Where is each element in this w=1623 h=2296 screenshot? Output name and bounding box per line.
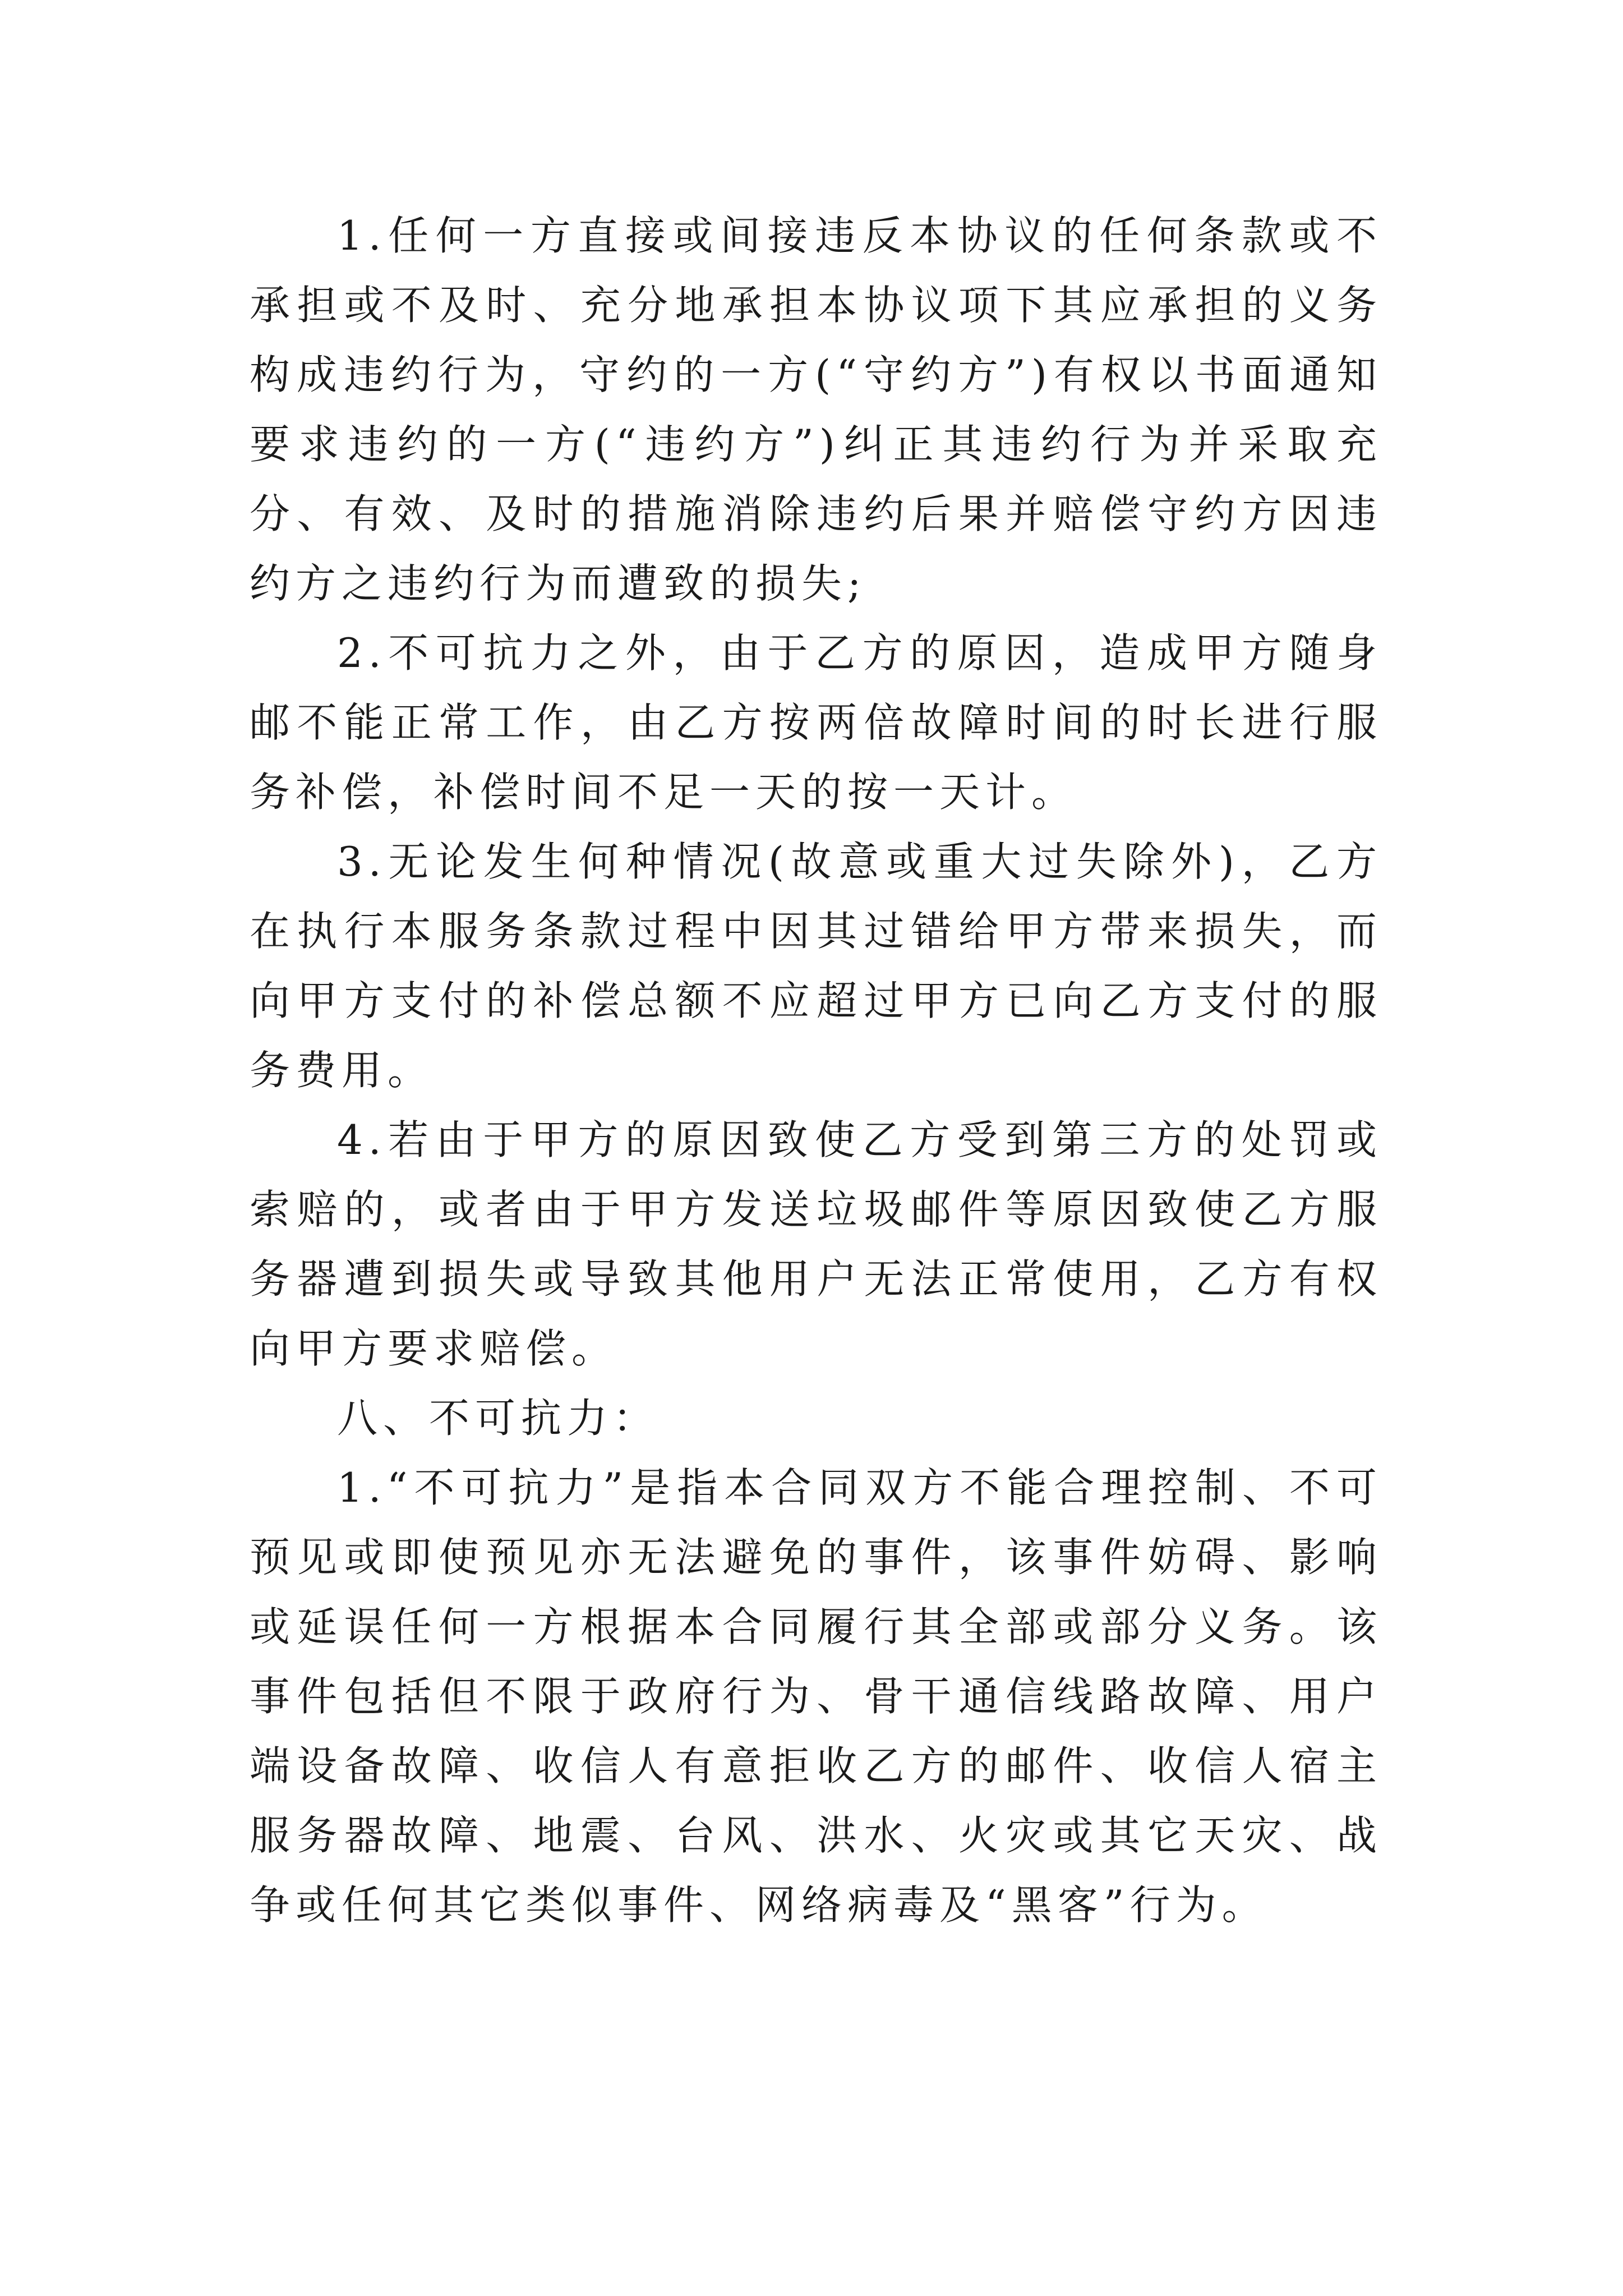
paragraph-breach-clause-4: 4.若由于甲方的原因致使乙方受到第三方的处罚或索赔的，或者由于甲方发送垃圾邮件等原因致使乙方服务器遭到损失或导致其他用户无法正常使用，乙方有权向甲方要求赔偿。 [250,1116,1382,1372]
paragraph-breach-clause-3: 3.无论发生何种情况(故意或重大过失除外)，乙方在执行本服务条款过程中因其过错给甲方带来损失，而向甲方支付的补偿总额不应超过甲方已向乙方支付的服务费用。 [250,838,1382,1094]
document-body [250,201,1382,1940]
paragraph-breach-clause-1: 1.任何一方直接或间接违反本协议的任何条款或不承担或不及时、充分地承担本协议项下其应承担的义务构成违约行为，守约的一方(“守约方”)有权以书面通知要求违约的一方(“违约方”)纠正其违约行为并采取充分、有效、及时的措施消除违约后果并赔偿守约方因违约方之违约行为而遭致的损失; [250,212,1382,607]
paragraph-force-majeure-clause-1: 1.“不可抗力”是指本合同双方不能合理控制、不可预见或即使预见亦无法避免的事件，该事件妨碍、影响或延误任何一方根据本合同履行其全部或部分义务。该事件包括但不限于政府行为、骨干通信线路故障、用户端设备故障、收信人有意拒收乙方的邮件、收信人宿主服务器故障、地震、台风、洪水、火灾或其它天灾、战争或任何其它类似事件、网络病毒及“黑客”行为。 [250,1464,1382,1929]
paragraph-breach-clause-2: 2.不可抗力之外，由于乙方的原因，造成甲方随身邮不能正常工作，由乙方按两倍故障时间的时长进行服务补偿，补偿时间不足一天的按一天计。 [250,629,1382,816]
section-heading-force-majeure: 八、不可抗力： [337,1395,660,1442]
